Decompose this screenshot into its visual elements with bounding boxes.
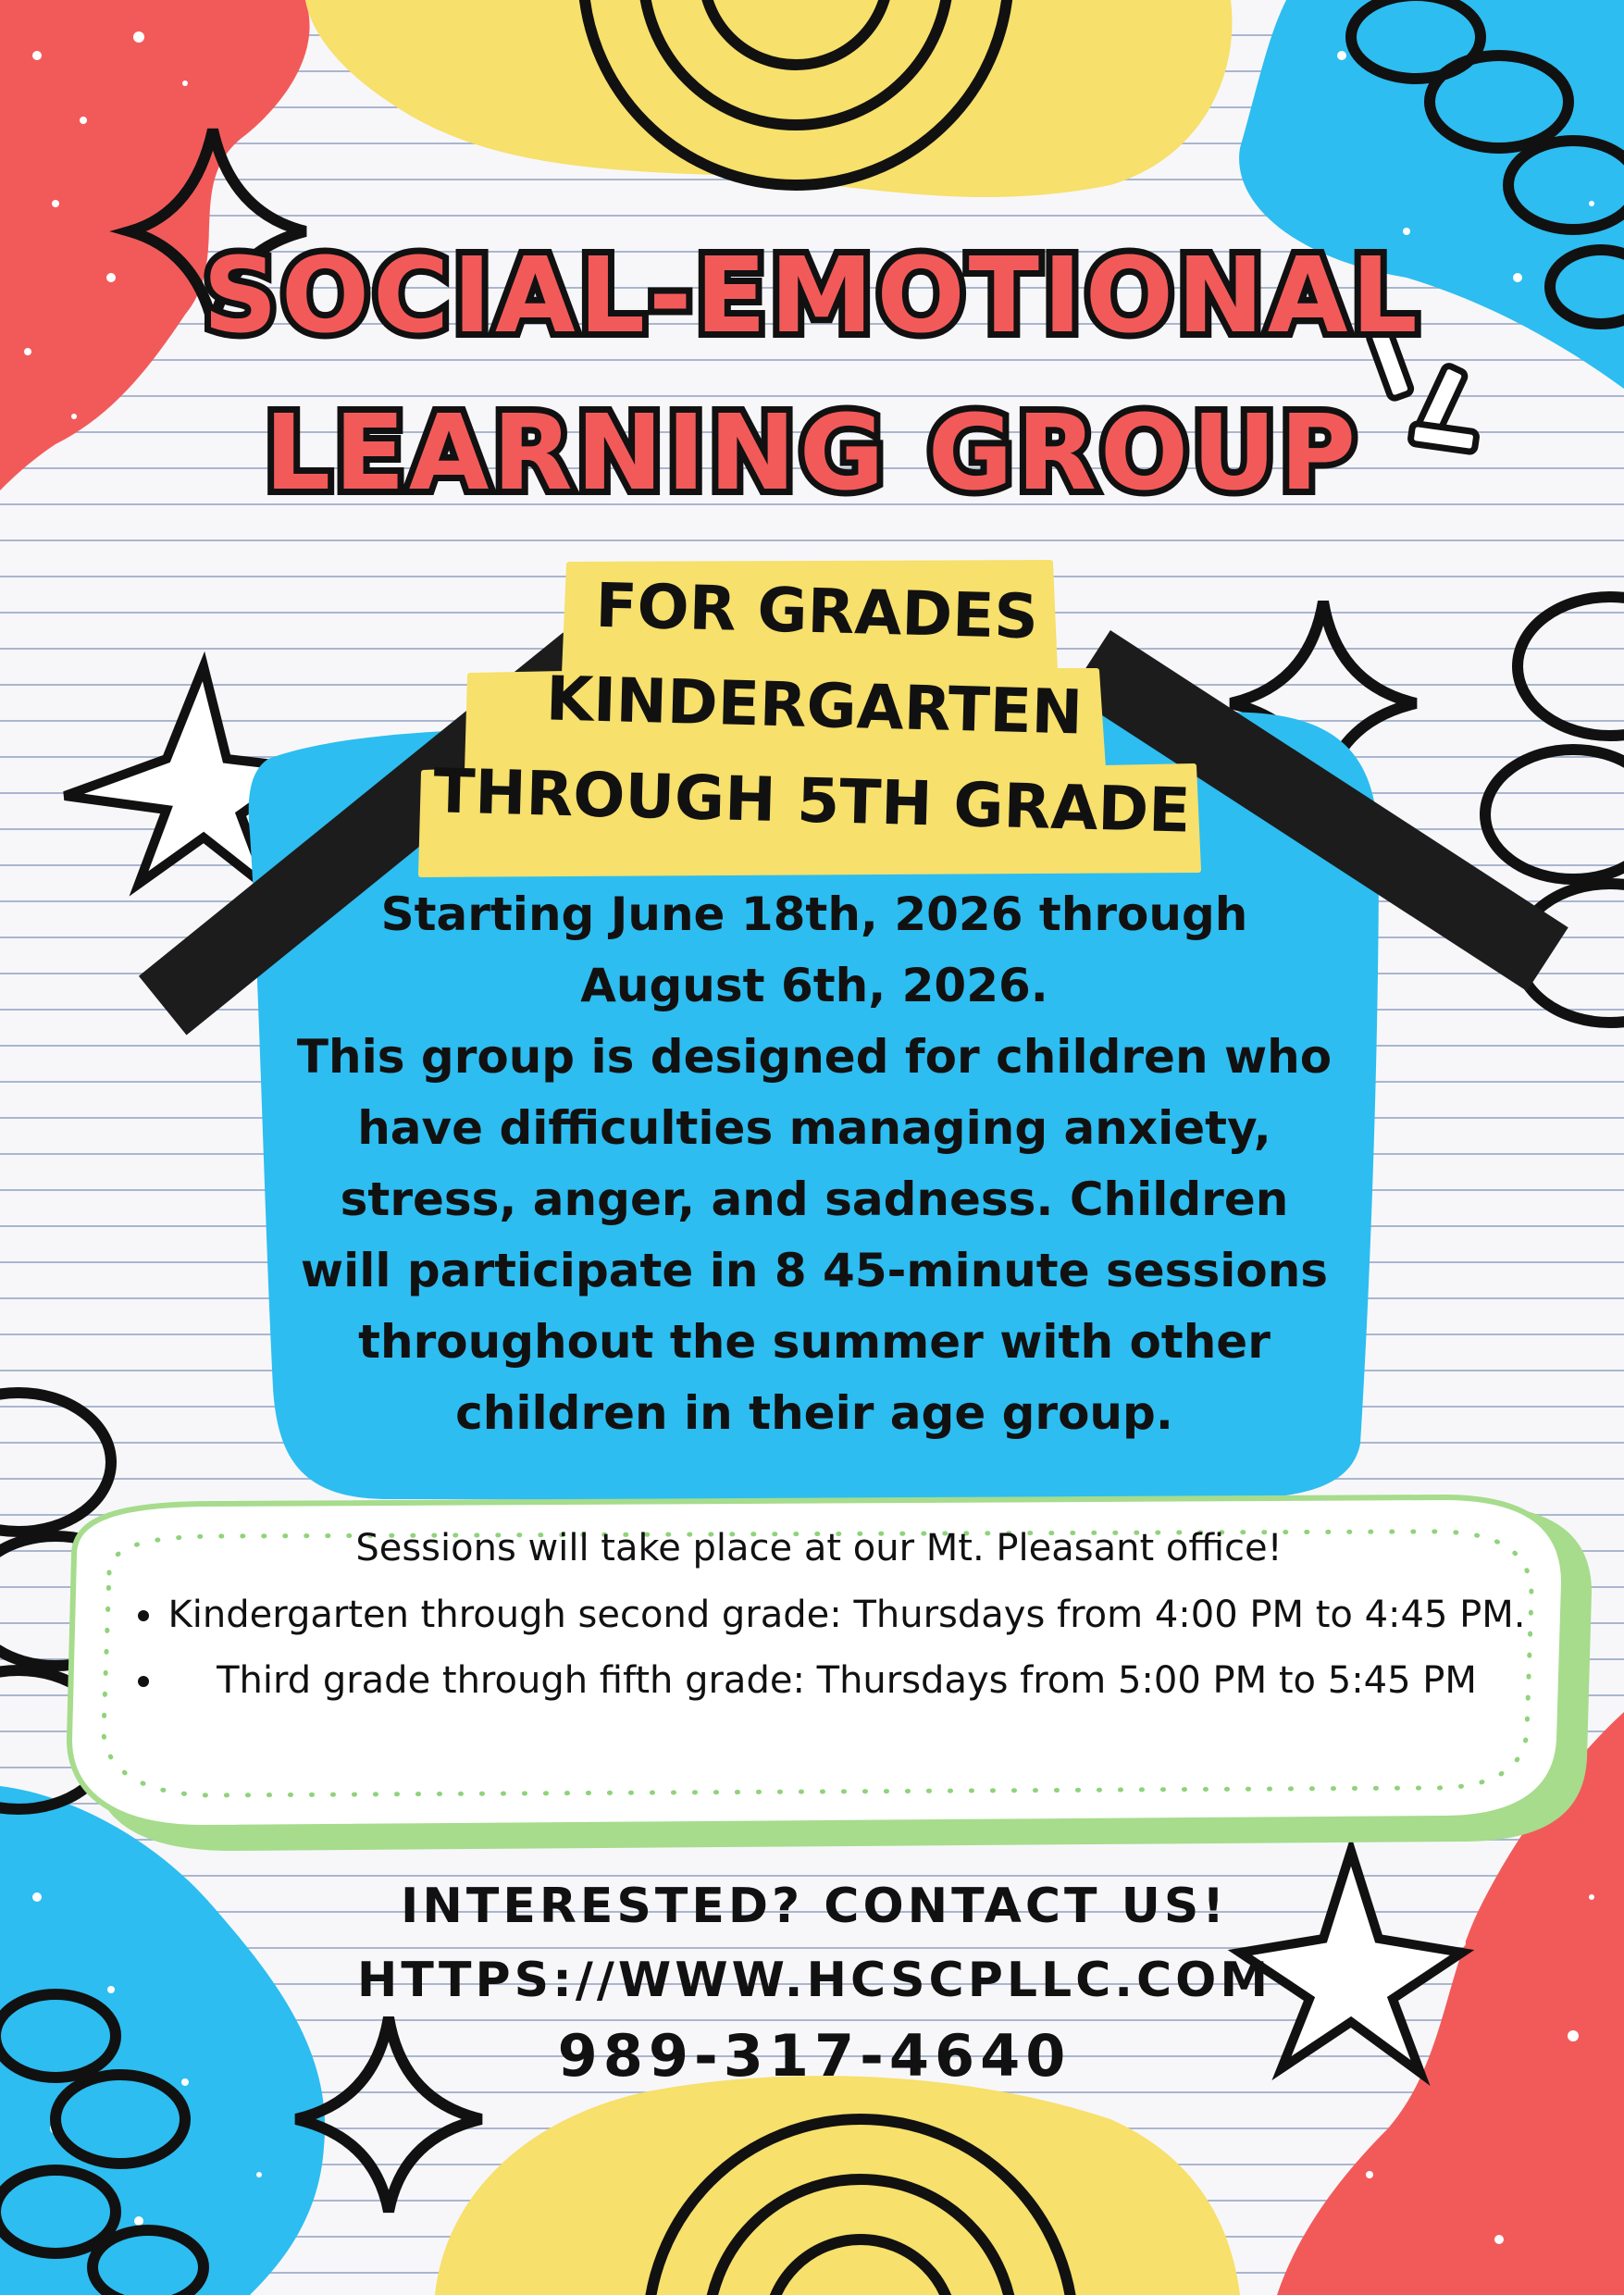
description-line: will participate in 8 45-minute sessions: [300, 1244, 1329, 1297]
grades-line-1: FOR GRADES: [594, 569, 1039, 653]
grades-line-3: THROUGH 5TH GRADE: [432, 754, 1192, 847]
session-schedule: [111, 1527, 1527, 1714]
description-line: have difficulties managing anxiety,: [357, 1101, 1271, 1155]
program-description: [278, 879, 1351, 1449]
contact-heading: INTERESTED? CONTACT US!: [401, 1879, 1228, 1934]
description-line: stress, anger, and sadness. Children: [340, 1172, 1289, 1226]
description-line: Starting June 18th, 2026 through: [380, 887, 1248, 941]
session-location: Sessions will take place at our Mt. Pleasant office!: [355, 1527, 1283, 1569]
session-list: [111, 1582, 1527, 1714]
title-line-2: LEARNING GROUP: [264, 393, 1360, 514]
description-line: This group is designed for children who: [296, 1030, 1333, 1084]
contact-phone[interactable]: 989-317-4640: [557, 2022, 1072, 2090]
session-item-3-5: • Third grade through fifth grade: Thursdays from 5:00 PM to 5:45 PM: [167, 1648, 1527, 1714]
contact-website[interactable]: HTTPS://WWW.HCSCPLLC.COM: [356, 1953, 1272, 2008]
title-line-1: SOCIAL-EMOTIONAL: [203, 236, 1421, 356]
grades-banner: [431, 554, 1197, 858]
grades-line-2: KINDERGARTEN: [545, 663, 1084, 749]
description-line: children in their age group.: [455, 1386, 1173, 1440]
description-line: August 6th, 2026.: [580, 959, 1048, 1012]
description-line: throughout the summer with other: [358, 1315, 1271, 1369]
session-item-k-2: • Kindergarten through second grade: Thursdays from 4:00 PM to 4:45 PM.: [167, 1582, 1527, 1648]
